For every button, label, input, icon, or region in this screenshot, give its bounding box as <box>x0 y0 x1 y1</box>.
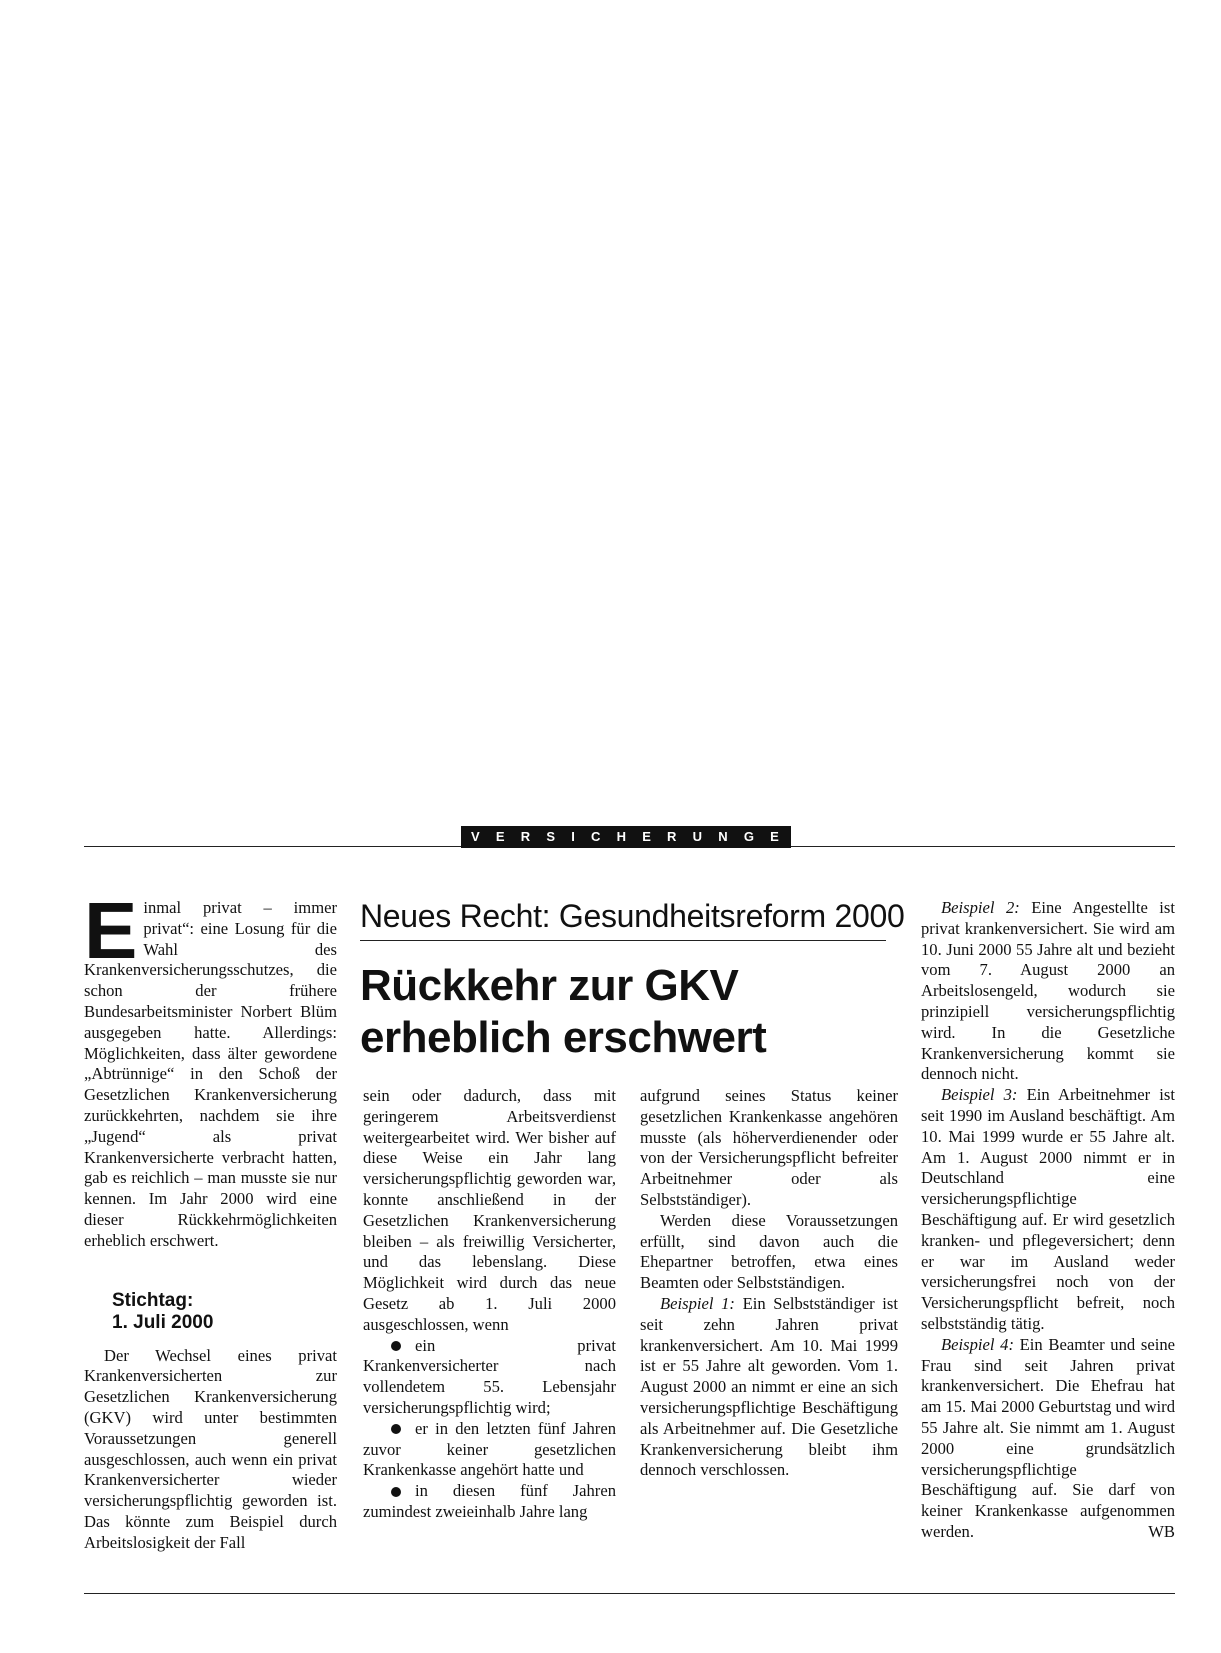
bullet-icon <box>391 1341 401 1351</box>
body-paragraph: Werden diese Voraussetzungen erfüllt, sind davon auch die Ehepartner betroffen, etwa eines Beamten oder Selbstständigen. <box>640 1210 898 1293</box>
dropcap: E <box>84 886 138 975</box>
headline-line-2: erheblich erschwert <box>360 1013 767 1062</box>
body-paragraph: aufgrund seines Status keiner gesetzlichen Krankenkasse angehören musste (als höherverdienender oder von der Versicherungspflicht befreiter Arbeitnehmer oder als Selbstständiger). <box>640 1086 898 1209</box>
headline <box>360 960 900 1064</box>
column-3 <box>640 1086 898 1481</box>
example-text: Ein Beamter und seine Frau sind seit Jahren privat krankenversichert. Die Ehefrau hat am 15. Mai 2000 Geburtstag und wird 55 Jahre alt. Sie nimmt am 1. August 2000 eine grundsätzlich versicherungspflichtige Beschäftigung auf. Sie darf von keiner Krankenkasse aufgenommen werden. <box>921 1334 1175 1541</box>
bullet-text: in diesen fünf Jahren zumindest zweieinhalb Jahre lang <box>363 1481 616 1521</box>
author-signature: WB <box>1148 1521 1175 1541</box>
example-paragraph <box>921 1335 1175 1543</box>
subhead <box>112 1290 337 1334</box>
body-paragraph: sein oder dadurch, dass mit geringerem Arbeitsverdienst weitergearbeitet wird. Wer bisher auf diese Weise ein Jahr lang versicherungspflichtig geworden war, konnte anschließend in der Gesetzlichen Krankenversicherung bleiben – als freiwillig Versicherter, und das lebenslang. Diese Möglichkeit wird durch das neue Gesetz ab 1. Juli 2000 ausgeschlossen, wenn <box>363 1086 616 1334</box>
bullet-icon <box>391 1487 401 1497</box>
body-paragraph: Der Wechsel eines privat Krankenversicherten zur Gesetzlichen Krankenversicherung (GKV) wird unter bestimmten Voraussetzungen generell ausgeschlossen, auch wenn ein privat Krankenversicherter wieder versicherungspflichtig geworden ist. Das könnte zum Beispiel durch Arbeitslosigkeit der Fall <box>84 1345 337 1552</box>
bullet-item <box>363 1336 616 1419</box>
column-4 <box>921 898 1175 1543</box>
bullet-text: ein privat Krankenversicherter nach vollendetem 55. Lebensjahr versicherungspflichtig wird; <box>363 1335 616 1417</box>
example-paragraph <box>921 898 1175 1085</box>
subhead-line-2: 1. Juli 2000 <box>112 1311 214 1333</box>
example-text: Ein Selbstständiger ist seit zehn Jahren privat krankenversichert. Am 10. Mai 1999 ist er 55 Jahre alt geworden. Vom 1. August 2000 an nimmt er eine an sich versicherungspflichtige Beschäftigung als Arbeitnehmer auf. Die Gesetzliche Krankenversicherung bleibt ihm dennoch verschlossen. <box>640 1293 898 1480</box>
example-label: Beispiel 3: <box>941 1085 1018 1105</box>
bullet-text: er in den letzten fünf Jahren zuvor keiner gesetzlichen Krankenkasse angehört hatte und <box>363 1418 616 1480</box>
example-text: Eine Angestellte ist privat krankenversichert. Sie wird am 10. Juni 2000 55 Jahre alt und bezieht vom 7. August 2000 an Arbeitslosengeld, wodurch sie prinzipiell versicherungspflichtig wird. In die Gesetzliche Krankenversicherung kommt sie dennoch nicht. <box>921 898 1175 1084</box>
example-text: Ein Arbeitnehmer ist seit 1990 im Ausland beschäftigt. Am 10. Mai 1999 wurde er 55 Jahre alt. Am 1. August 2000 nimmt er in Deutschland eine versicherungspflichtige Beschäftigung auf. Er wird gesetzlich kranken- und pflegeversichert; denn er war im Ausland weder versicherungsfrei noch von der Versicherungspflicht befreit, noch selbstständig tätig. <box>921 1085 1175 1333</box>
headline-line-1: Rückkehr zur GKV <box>360 961 739 1010</box>
subhead-line-1: Stichtag: <box>112 1289 194 1311</box>
intro-paragraph <box>84 886 337 1252</box>
bullet-icon <box>391 1424 401 1434</box>
example-paragraph <box>640 1294 898 1481</box>
example-label: Beispiel 4: <box>941 1334 1014 1354</box>
bullet-item <box>363 1419 616 1481</box>
bullet-item <box>363 1481 616 1523</box>
intro-text: inmal privat – immer privat“: eine Losung für die Wahl des Krankenversicherungsschutzes, die schon der frühere Bundesarbeitsminister Norbert Blüm ausgegeben hatte. Allerdings: Möglichkeiten, dass älter gewordene „Abtrünnige“ in den Schoß der Gesetzlichen Krankenversicherung zurückkehrten, nachdem sie ihre „Jugend“ als privat Krankenversicherte verbracht hatten, gab es reichlich – man musste sie nur kennen. Im Jahr 2000 wird eine dieser Rückkehrmöglichkeiten erheblich erschwert. <box>84 898 337 1250</box>
column-1 <box>84 886 337 1554</box>
column-2 <box>363 1086 616 1523</box>
section-label: VERSICHERUNGEN <box>461 826 791 848</box>
kicker: Neues Recht: Gesundheitsreform 2000 <box>360 896 886 941</box>
example-label: Beispiel 1: <box>660 1293 735 1313</box>
example-label: Beispiel 2: <box>941 898 1020 917</box>
example-paragraph <box>921 1085 1175 1335</box>
bottom-rule <box>84 1593 1175 1594</box>
